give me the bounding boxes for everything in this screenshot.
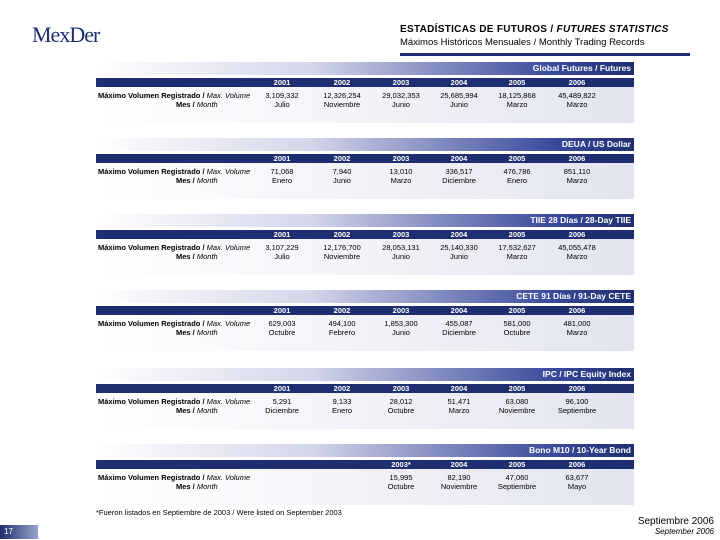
volume-cell: 15,995: [389, 473, 413, 482]
volume-label-es: Máximo Volumen Registrado /: [98, 319, 205, 328]
year-header: 2004: [450, 384, 468, 393]
stats-panel: [96, 290, 634, 351]
panel-body: [96, 154, 634, 199]
title-separator: /: [547, 24, 557, 35]
month-cell: Junio: [392, 328, 410, 337]
volume-cell: 29,032,353: [382, 91, 420, 100]
month-cell: Junio: [392, 100, 410, 109]
year-header: 2004: [450, 306, 468, 315]
volume-cell: 7,940: [332, 167, 352, 176]
footnote: *Fueron listados en Septiembre de 2003 / Were listed on September 2003: [96, 508, 342, 517]
year-header: 2003: [392, 230, 410, 239]
year-header: 2006: [568, 154, 586, 163]
month-row-label: [176, 328, 218, 337]
date-es: Septiembre 2006: [637, 516, 714, 527]
month-cell: Junio: [333, 176, 351, 185]
panel-body: [96, 460, 634, 505]
year-header: 2002: [333, 230, 351, 239]
volume-label-en: Max. Volume: [206, 473, 251, 482]
year-header: 2004: [450, 230, 468, 239]
volume-label-en: Max. Volume: [206, 91, 251, 100]
volume-label-es: Máximo Volumen Registrado /: [98, 397, 205, 406]
month-label-en: Month: [196, 176, 218, 185]
month-row-label: [176, 252, 218, 261]
volume-label-es: Máximo Volumen Registrado /: [98, 167, 205, 176]
volume-cell: 18,125,868: [498, 91, 536, 100]
year-header-row: [96, 154, 634, 163]
month-cell: Enero: [506, 176, 527, 185]
year-header: 2005: [508, 460, 526, 469]
year-header: 2003*: [391, 460, 411, 469]
month-cell: Marzo: [506, 252, 528, 261]
volume-label-en: Max. Volume: [206, 397, 251, 406]
year-header: 2001: [273, 306, 291, 315]
header-rule: [400, 53, 690, 56]
panel-title: IPC / IPC Equity Index: [96, 368, 634, 381]
year-header: 2005: [508, 384, 526, 393]
volume-cell: 9,133: [332, 397, 352, 406]
year-header: 2006: [568, 384, 586, 393]
volume-row-label: [98, 243, 250, 252]
volume-cell: 3,107,229: [265, 243, 299, 252]
volume-cell: 851,110: [563, 167, 591, 176]
month-cell: Marzo: [566, 176, 588, 185]
volume-cell: 28,012: [389, 397, 413, 406]
month-cell: Marzo: [506, 100, 528, 109]
month-cell: Septiembre: [497, 482, 537, 491]
volume-cell: 336,517: [445, 167, 473, 176]
footer-date: [638, 516, 714, 536]
volume-cell: 45,489,822: [558, 91, 596, 100]
year-header: 2006: [568, 460, 586, 469]
volume-cell: 476,786: [503, 167, 531, 176]
panel-title: DEUA / US Dollar: [96, 138, 634, 151]
volume-cell: 71,068: [270, 167, 294, 176]
year-header: 2003: [392, 154, 410, 163]
stats-panel: [96, 444, 634, 505]
year-header: 2003: [392, 78, 410, 87]
volume-cell: 455,087: [445, 319, 473, 328]
volume-cell: 51,471: [447, 397, 471, 406]
month-label-en: Month: [196, 406, 218, 415]
month-cell: Octubre: [268, 328, 296, 337]
page-title: [400, 24, 700, 35]
month-label-en: Month: [196, 482, 218, 491]
volume-label-en: Max. Volume: [206, 243, 251, 252]
year-header: 2005: [508, 78, 526, 87]
month-cell: Junio: [392, 252, 410, 261]
panel-body: [96, 384, 634, 429]
month-cell: Enero: [331, 406, 352, 415]
month-label-en: Month: [196, 328, 218, 337]
volume-cell: 13,010: [389, 167, 413, 176]
month-label-es: Mes /: [176, 328, 195, 337]
month-cell: Octubre: [387, 482, 415, 491]
date-en: September 2006: [654, 527, 714, 536]
volume-cell: 17,532,627: [498, 243, 536, 252]
volume-cell: 25,685,994: [440, 91, 478, 100]
month-row-label: [176, 482, 218, 491]
year-header: 2004: [450, 460, 468, 469]
month-label-es: Mes /: [176, 100, 195, 109]
panel-body: [96, 78, 634, 123]
volume-row-label: [98, 167, 250, 176]
year-header-row: [96, 384, 634, 393]
month-cell: Mayo: [567, 482, 587, 491]
panel-title: Global Futures / Futures: [96, 62, 634, 75]
volume-cell: 1,853,300: [384, 319, 418, 328]
year-header: 2002: [333, 78, 351, 87]
volume-label-es: Máximo Volumen Registrado /: [98, 243, 205, 252]
volume-cell: 63,677: [565, 473, 589, 482]
year-header: 2001: [273, 78, 291, 87]
volume-cell: 96,100: [565, 397, 589, 406]
month-label-es: Mes /: [176, 176, 195, 185]
month-cell: Marzo: [390, 176, 412, 185]
month-cell: Noviembre: [323, 252, 361, 261]
year-header: 2004: [450, 78, 468, 87]
volume-cell: 45,055,478: [558, 243, 596, 252]
page-subtitle: Máximos Históricos Mensuales / Monthly Trading Records: [400, 37, 645, 48]
volume-row-label: [98, 473, 250, 482]
volume-cell: 581,000: [503, 319, 531, 328]
month-cell: Julio: [274, 100, 290, 109]
month-cell: Octubre: [387, 406, 415, 415]
panel-title: CETE 91 Días / 91-Day CETE: [96, 290, 634, 303]
title-es: ESTADÍSTICAS DE FUTUROS: [400, 24, 548, 35]
stats-panel: [96, 138, 634, 199]
year-header: 2005: [508, 306, 526, 315]
month-cell: Diciembre: [442, 328, 476, 337]
volume-cell: 12,176,700: [323, 243, 361, 252]
volume-label-en: Max. Volume: [206, 167, 251, 176]
year-header-row: [96, 78, 634, 87]
month-cell: Septiembre: [557, 406, 597, 415]
volume-cell: 3,109,332: [265, 91, 299, 100]
year-header: 2001: [273, 154, 291, 163]
month-row-label: [176, 100, 218, 109]
year-header: 2005: [508, 230, 526, 239]
volume-cell: 12,326,254: [323, 91, 361, 100]
month-cell: Marzo: [448, 406, 470, 415]
volume-cell: 63,080: [505, 397, 529, 406]
volume-cell: 28,053,131: [382, 243, 420, 252]
month-row-label: [176, 176, 218, 185]
year-header: 2004: [450, 154, 468, 163]
month-label-es: Mes /: [176, 406, 195, 415]
year-header-row: [96, 306, 634, 315]
volume-label-en: Max. Volume: [206, 319, 251, 328]
month-label-en: Month: [196, 100, 218, 109]
panel-title: Bono M10 / 10-Year Bond: [96, 444, 634, 457]
year-header: 2003: [392, 384, 410, 393]
volume-cell: 494,100: [328, 319, 356, 328]
month-cell: Octubre: [503, 328, 531, 337]
month-label-es: Mes /: [176, 482, 195, 491]
month-cell: Julio: [274, 252, 290, 261]
mexder-logo: MexDer: [32, 22, 100, 47]
month-cell: Marzo: [566, 328, 588, 337]
volume-label-es: Máximo Volumen Registrado /: [98, 473, 205, 482]
month-label-es: Mes /: [176, 252, 195, 261]
month-cell: Junio: [450, 100, 468, 109]
panel-body: [96, 306, 634, 351]
year-header: 2005: [508, 154, 526, 163]
month-cell: Marzo: [566, 252, 588, 261]
month-label-en: Month: [196, 252, 218, 261]
month-cell: Marzo: [566, 100, 588, 109]
year-header-row: [96, 230, 634, 239]
volume-cell: 629,003: [268, 319, 296, 328]
year-header: 2003: [392, 306, 410, 315]
page-header: [400, 24, 700, 48]
stats-panel: [96, 62, 634, 123]
stats-panel: [96, 368, 634, 429]
year-header: 2002: [333, 384, 351, 393]
year-header: 2001: [273, 230, 291, 239]
year-header: 2006: [568, 78, 586, 87]
month-cell: Noviembre: [498, 406, 536, 415]
page-number: 17: [0, 525, 38, 539]
year-header-row: [96, 460, 634, 469]
month-cell: Noviembre: [323, 100, 361, 109]
stats-panel: [96, 214, 634, 275]
year-header: 2002: [333, 154, 351, 163]
month-row-label: [176, 406, 218, 415]
month-cell: Enero: [271, 176, 292, 185]
month-cell: Noviembre: [440, 482, 478, 491]
month-cell: Diciembre: [442, 176, 476, 185]
month-cell: Diciembre: [265, 406, 299, 415]
volume-cell: 481,000: [563, 319, 591, 328]
volume-cell: 82,190: [447, 473, 471, 482]
volume-cell: 25,140,330: [440, 243, 478, 252]
volume-cell: 47,060: [505, 473, 529, 482]
month-cell: Junio: [450, 252, 468, 261]
year-header: 2001: [273, 384, 291, 393]
title-en: FUTURES STATISTICS: [556, 24, 669, 35]
volume-row-label: [98, 319, 250, 328]
month-cell: Febrero: [328, 328, 356, 337]
year-header: 2006: [568, 306, 586, 315]
volume-label-es: Máximo Volumen Registrado /: [98, 91, 205, 100]
volume-row-label: [98, 91, 250, 100]
volume-cell: 5,291: [272, 397, 292, 406]
volume-row-label: [98, 397, 250, 406]
year-header: 2006: [568, 230, 586, 239]
panel-title: TIIE 28 Días / 28-Day TIIE: [96, 214, 634, 227]
panel-body: [96, 230, 634, 275]
year-header: 2002: [333, 306, 351, 315]
